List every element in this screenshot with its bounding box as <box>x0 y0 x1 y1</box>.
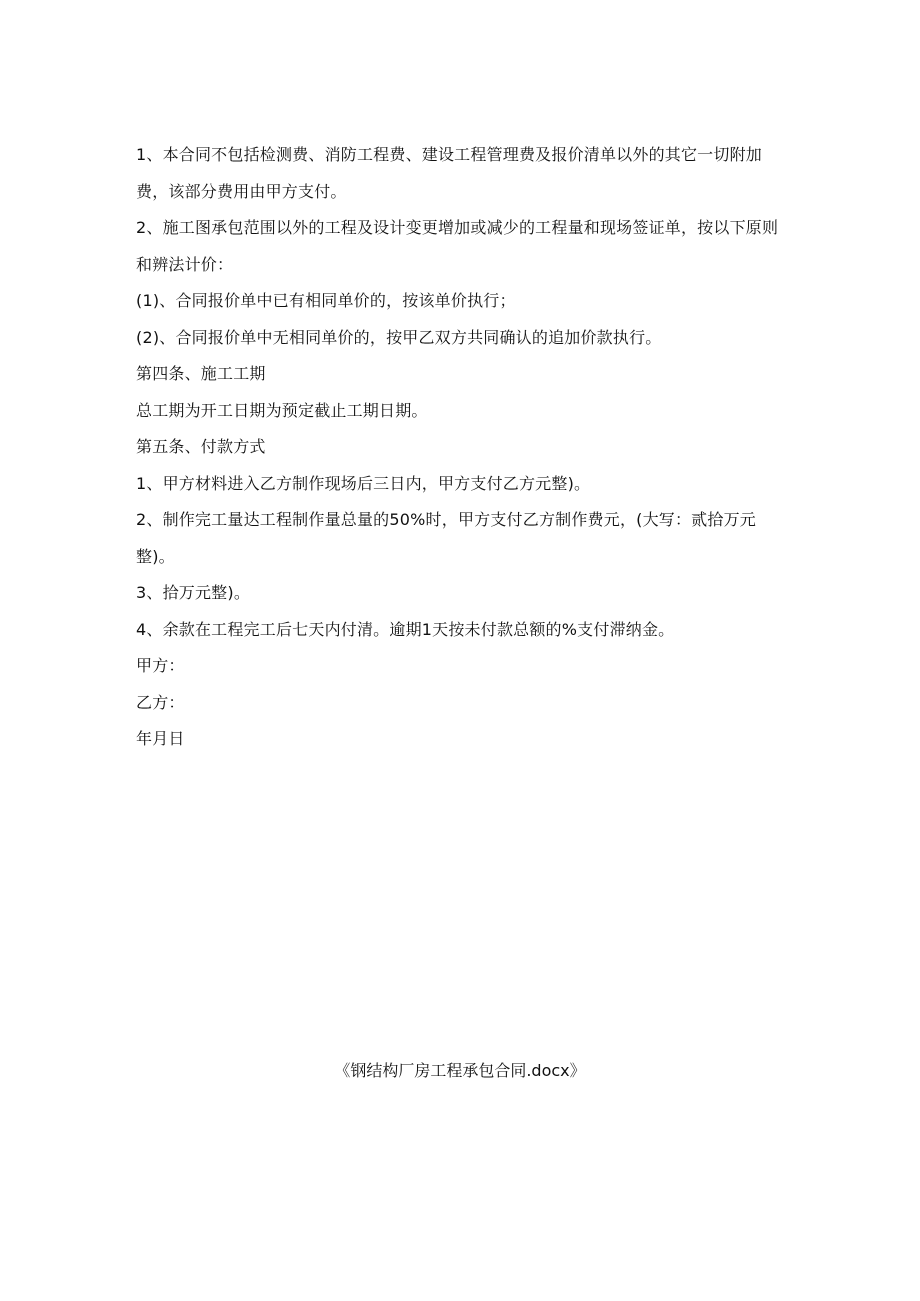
article-4-total-period: 总工期为开工日期为预定截止工期日期。 <box>136 400 428 420</box>
signature-date: 年月日 <box>136 729 185 748</box>
payment-4: 4、余款在工程完工后七天内付清。逾期1天按未付款总额的%支付滞纳金。 <box>136 619 675 639</box>
clause-2-2-no-unit-price: (2)、合同报价单中无相同单价的，按甲乙双方共同确认的追加价款执行。 <box>136 327 662 347</box>
document-footer-filename: 《钢结构厂房工程承包合同.docx》 <box>334 1061 586 1080</box>
article-5-heading: 第五条、付款方式 <box>136 437 266 456</box>
article-4-heading: 第四条、施工工期 <box>136 364 266 383</box>
party-b-signature: 乙方： <box>136 692 185 712</box>
document-body <box>136 137 786 758</box>
clause-2-variation-pricing: 2、施工图承包范围以外的工程及设计变更增加或减少的工程量和现场签证单，按以下原则和辨法计价： <box>136 218 779 274</box>
payment-2: 2、制作完工量达工程制作量总量的50%时，甲方支付乙方制作费元，(大写：贰拾万元整)。 <box>136 510 756 566</box>
payment-3: 3、拾万元整)。 <box>136 583 251 602</box>
payment-1: 1、甲方材料进入乙方制作现场后三日内，甲方支付乙方元整)。 <box>136 473 591 493</box>
clause-2-1-same-unit-price: (1)、合同报价单中已有相同单价的，按该单价执行； <box>136 291 516 310</box>
clause-1-extra-fees: 1、本合同不包括检测费、消防工程费、建设工程管理费及报价清单以外的其它一切附加费，该部分费用由甲方支付。 <box>136 145 762 201</box>
party-a-signature: 甲方： <box>136 656 185 675</box>
